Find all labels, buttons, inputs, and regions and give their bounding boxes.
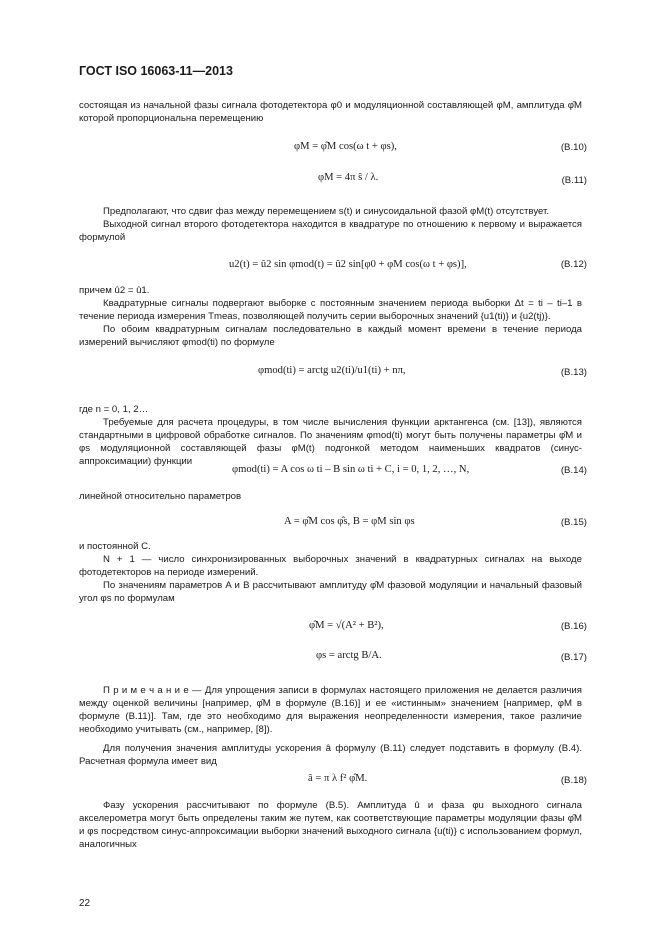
paragraph: Выходной сигнал второго фотодетектора находится в квадратуре по отношению к первому и выражается формулой: [79, 219, 582, 243]
equation-b14: φmod(ti) = A cos ω ti – B sin ω ti + C, i = 0, 1, 2, …, N,: [232, 464, 470, 475]
paragraph: состоящая из начальной фазы сигнала фотодетектора φ0 и модуляционной составляющей φM, амплитуда φ̂M которой пропорциональна перемещению: [79, 100, 582, 124]
paragraph: причем û2 = û1.: [79, 285, 150, 296]
equation-b12: u2(t) = û2 sin φmod(t) = û2 sin[φ0 + φM cos(ω t + φs)],: [229, 259, 467, 270]
paragraph: Фазу ускорения рассчитывают по формуле (B.5). Амплитуда û и фаза φu выходного сигнала акселерометра могут быть определены таким же путем, как соответствующие параметры модуляции фазы φ̂M и φs посредством синус-аппроксимации выборки значений выходного сигнала {u(ti)} с использованием формул, аналогичных: [79, 800, 582, 850]
paragraph: и постоянной C.: [79, 541, 151, 552]
equation-number: (B.16): [560, 621, 587, 632]
paragraph: где n = 0, 1, 2…: [79, 404, 149, 415]
equation-number: (B.17): [560, 652, 587, 663]
paragraph: линейной относительно параметров: [79, 491, 242, 502]
equation-number: (B.18): [560, 775, 587, 786]
equation-number: (B.10): [560, 142, 587, 153]
equation-number: (B.11): [561, 175, 587, 186]
equation-b16: φ̂M = √(A² + B²),: [309, 620, 384, 631]
equation-b18: â = π λ f² φ̂M.: [308, 773, 368, 784]
paragraph: N + 1 — число синхронизированных выборочных значений в квадратурных сигналах на выходе фотодетекторов на периоде измерений.: [79, 554, 582, 578]
equation-b11: φM = 4π ŝ / λ.: [318, 172, 379, 183]
note-paragraph: П р и м е ч а н и е — Для упрощения записи в формулах настоящего приложения не делается различия между оценкой величины [например, φ̂M в формуле (B.16)] и ее «истинным» значением [например, φM в формуле (B.11)]. Там, где это необходимо для выражения неопределенности измерения, такое различие необходимо учитывать (см., например, [8]).: [79, 685, 582, 735]
paragraph: По обоим квадратурным сигналам последовательно в каждый момент времени в течение периода измерений вычисляют φmod(ti) по формуле: [79, 324, 582, 348]
paragraph: По значениям параметров A и B рассчитывают амплитуду φ̂M фазовой модуляции и начальный фазовый угол φs по формулам: [79, 580, 582, 604]
paragraph: Требуемые для расчета процедуры, в том числе вычисления функции арктангенса (см. [13]), являются стандартными в цифровой обработке сигналов. По значениям φmod(ti) могут быть получены параметры φ̂M и φs модуляционной составляющей фазы φM(t) подгонкой методом наименьших квадратов (синус-аппроксимации) функции: [79, 417, 582, 467]
equation-number: (B.12): [560, 259, 587, 270]
equation-number: (B.15): [560, 517, 587, 528]
equation-number: (B.14): [560, 465, 587, 476]
paragraph: Квадратурные сигналы подвергают выборке с постоянным значением периода выборки Δt = ti – ti–1 в течение периода измерения Tmeas, позволяющей получить серии выборочных значений {u1(ti)} и {u2(tj)}.: [79, 298, 582, 322]
page-number: 22: [79, 898, 91, 909]
equation-number: (B.13): [560, 367, 587, 378]
paragraph: Предполагают, что сдвиг фаз между перемещением s(t) и синусоидальной фазой φM(t) отсутствует.: [103, 206, 550, 217]
equation-b15: A = φ̂M cos φ̂s, B = φM sin φs: [284, 516, 415, 527]
equation-b17: φs = arctg B/A.: [316, 650, 382, 661]
paragraph: Для получения значения амплитуды ускорения â формулу (B.11) следует подставить в формулу (B.4). Расчетная формула имеет вид: [79, 743, 582, 767]
equation-b13: φmod(ti) = arctg u2(ti)/u1(ti) + nπ,: [258, 365, 406, 376]
equation-b10: φM = φ̂M cos(ω t + φs),: [294, 141, 397, 152]
document-header: ГОСТ ISO 16063-11—2013: [79, 64, 233, 78]
